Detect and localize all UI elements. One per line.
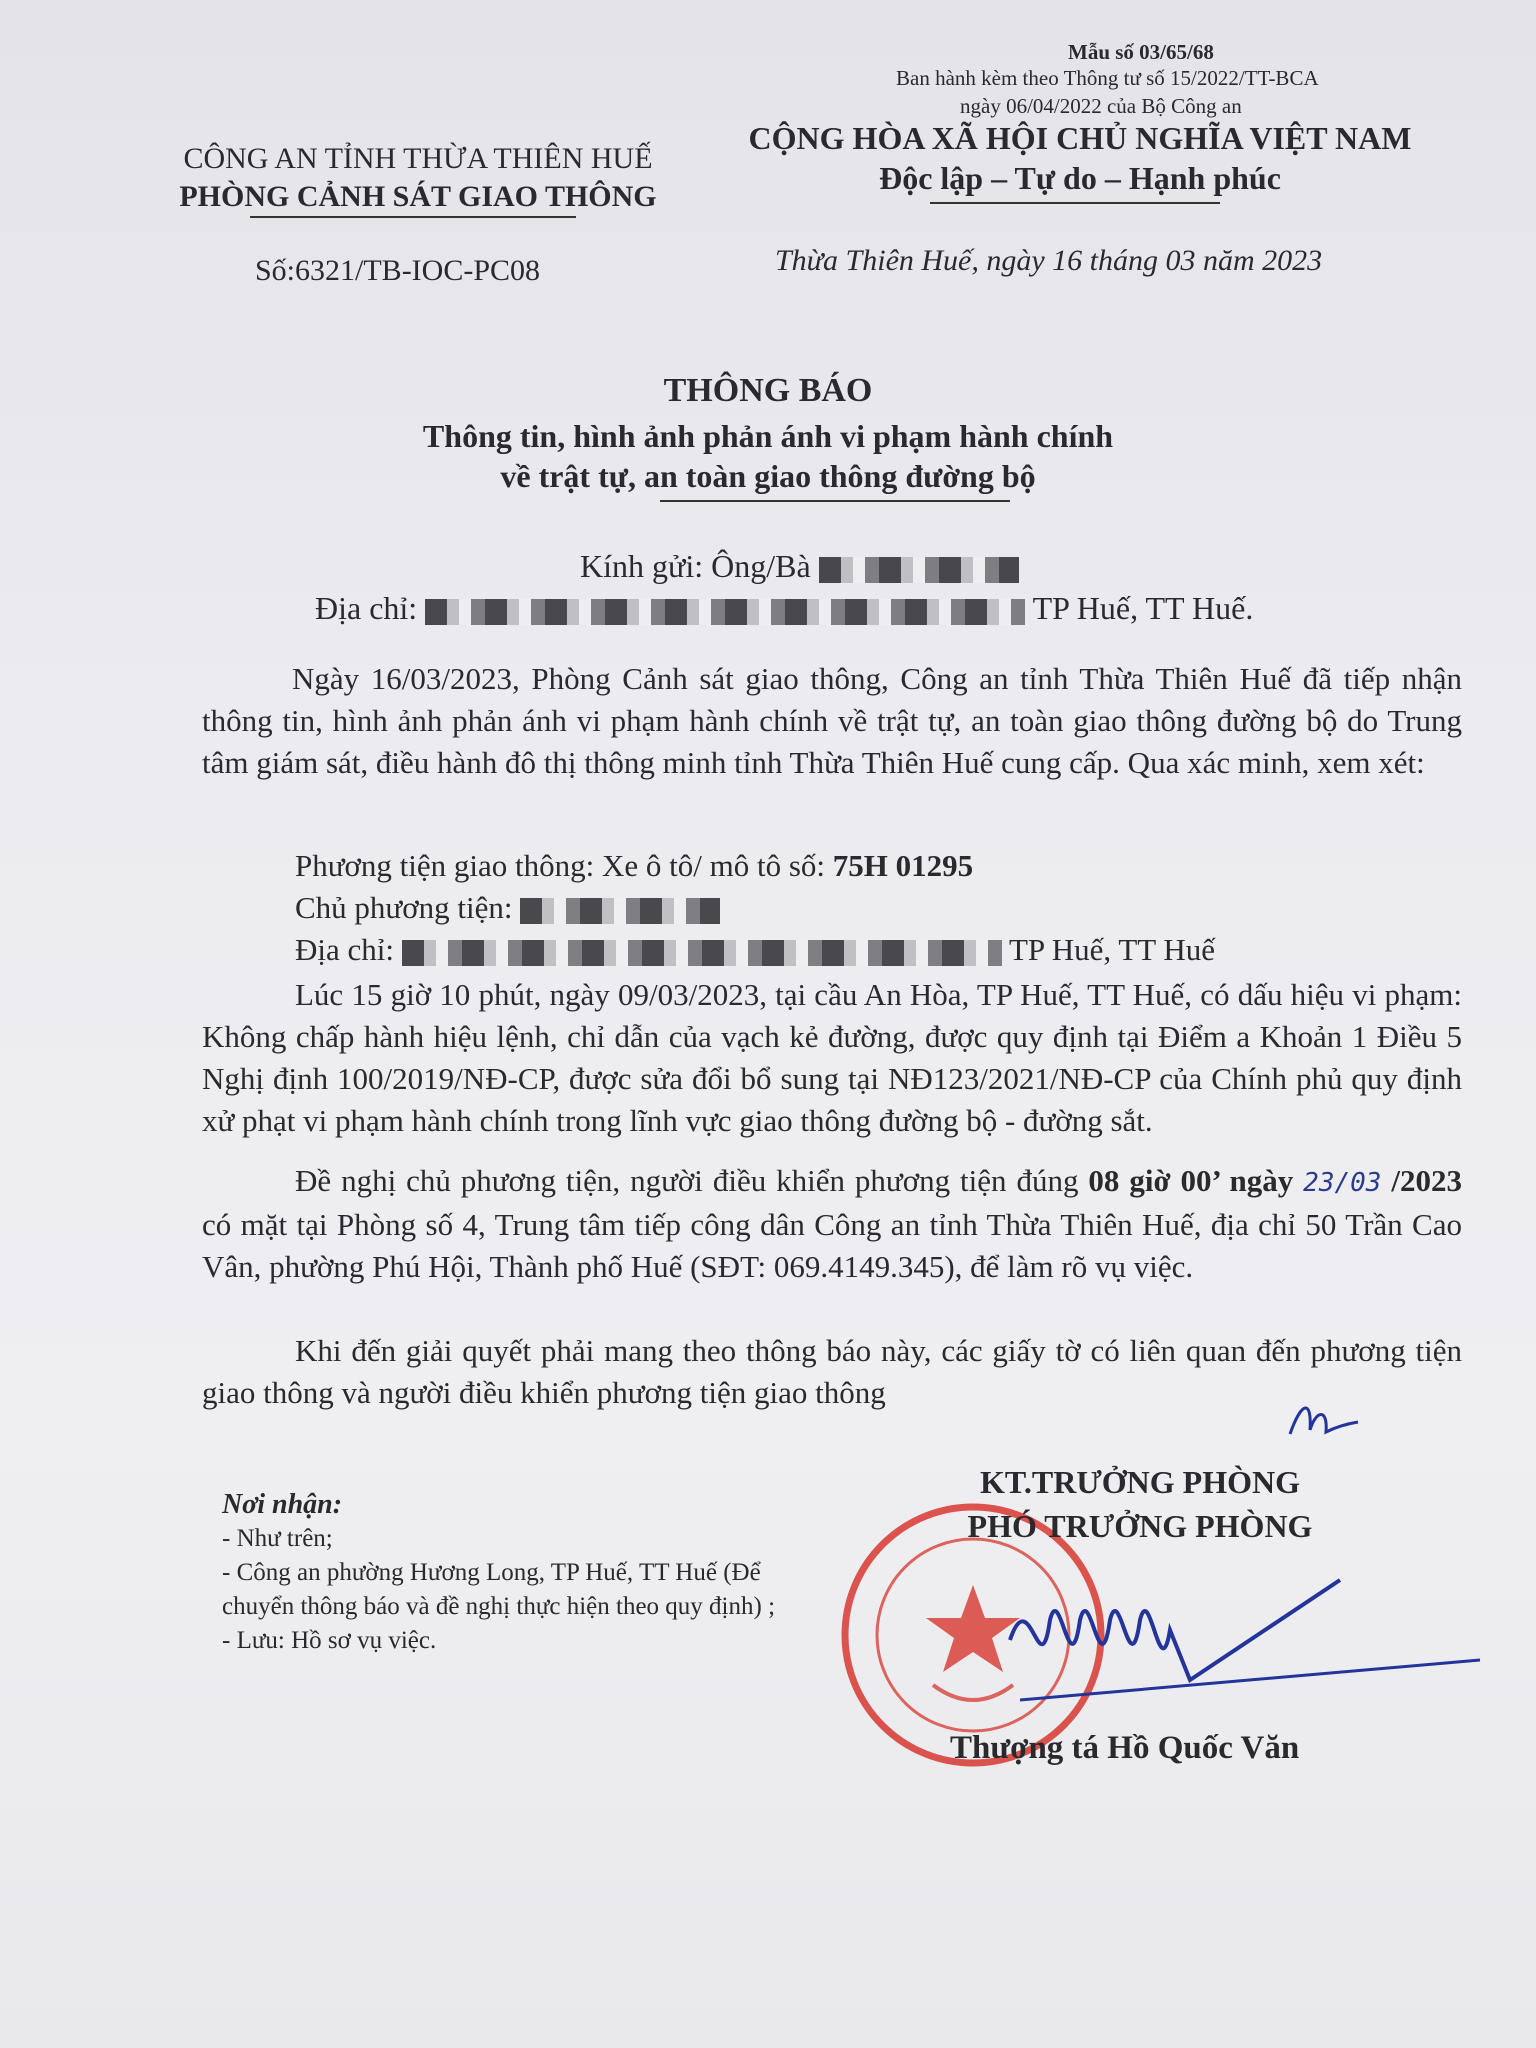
recipients-block: [222, 1488, 822, 1658]
owner-label: Chủ phương tiện:: [295, 890, 513, 925]
paragraph-violation: Lúc 15 giờ 10 phút, ngày 09/03/2023, tại cầu An Hòa, TP Huế, TT Huế, có dấu hiệu vi phạm: Không chấp hành hiệu lệnh, chỉ dẫn của vạch kẻ đường, được quy định tại Điểm a Khoản 1 Điều 5 Nghị định 100/2019/NĐ-CP, được sửa đổi bổ sung tại NĐ123/2021/NĐ-CP của Chính phủ quy định xử phạt vi phạm hành chính trong lĩnh vực giao thông đường bộ - đường sắt.: [202, 977, 1462, 1138]
paragraph-summons: [202, 1160, 1462, 1288]
title-underline: [660, 500, 1010, 502]
owner-line: [295, 890, 720, 926]
nation-motto: Độc lập – Tự do – Hạnh phúc: [879, 160, 1281, 196]
redacted-name: [819, 557, 1019, 583]
signatory-line-2: PHÓ TRƯỞNG PHÒNG: [967, 1508, 1313, 1544]
national-motto: [720, 118, 1440, 198]
redacted-address: [425, 599, 1025, 625]
address-label: Địa chỉ:: [315, 590, 418, 626]
owner-address-label: Địa chỉ:: [295, 932, 394, 967]
nation-name: CỘNG HÒA XÃ HỘI CHỦ NGHĨA VIỆT NAM: [748, 120, 1412, 156]
recipient-item: - Như trên;: [222, 1525, 333, 1552]
summons-time: 08 giờ 00’ ngày: [1088, 1163, 1294, 1198]
subtitle-line-2: về trật tự, an toàn giao thông đường bộ: [500, 458, 1036, 494]
vehicle-line: [295, 848, 973, 884]
recipient-item: - Lưu: Hồ sơ vụ việc.: [222, 1627, 437, 1654]
subtitle-line-1: Thông tin, hình ảnh phản ánh vi phạm hành chính: [422, 418, 1114, 454]
address-suffix: TP Huế, TT Huế.: [1032, 590, 1254, 626]
vehicle-plate: 75H 01295: [832, 848, 974, 883]
initials-mark: [1282, 1390, 1362, 1450]
redacted-owner: [520, 898, 720, 924]
greeting-label: Kính gửi: Ông/Bà: [580, 548, 811, 584]
form-number-text: Mẫu số 03/65/68: [1068, 40, 1214, 64]
signatory-line-1: KT.TRƯỞNG PHÒNG: [980, 1464, 1300, 1500]
summons-text-b: có mặt tại Phòng số 4, Trung tâm tiếp công dân Công an tỉnh Thừa Thiên Huế, địa chỉ 50 Trần Cao Vân, phường Phú Hội, Thành phố Huế (SĐT: 069.4149.345), để làm rõ vụ việc.: [202, 1207, 1462, 1284]
paragraph-requirements: Khi đến giải quyết phải mang theo thông báo này, các giấy tờ có liên quan đến phương tiện giao thông và người điều khiển phương tiện giao thông: [202, 1333, 1462, 1410]
recipients-heading: Nơi nhận:: [222, 1489, 343, 1520]
summons-year: /2023: [1391, 1163, 1463, 1198]
signatory-title: [880, 1460, 1400, 1548]
handwritten-signature: [990, 1560, 1490, 1710]
recipient-item: - Công an phường Hương Long, TP Huế, TT Huế (Để chuyển thông báo và đề nghị thực hiện theo quy định) ;: [222, 1559, 776, 1620]
agency-line-1: CÔNG AN TỈNH THỪA THIÊN HUẾ: [183, 142, 653, 175]
addressee-address: [315, 590, 1253, 627]
addressee-greeting: [580, 548, 1019, 585]
agency-line-2: PHÒNG CẢNH SÁT GIAO THÔNG: [179, 180, 657, 213]
vehicle-label: Phương tiện giao thông: Xe ô tô/ mô tô số:: [295, 848, 826, 883]
document-title: THÔNG BÁO: [663, 372, 873, 409]
owner-address-suffix: TP Huế, TT Huế: [1008, 932, 1216, 967]
issuing-agency: [138, 140, 698, 216]
summons-text-a: Đề nghị chủ phương tiện, người điều khiển phương tiện đúng: [295, 1163, 1089, 1198]
document-date: Thừa Thiên Huế, ngày 16 tháng 03 năm 2023: [775, 244, 1323, 277]
document-subtitle: [0, 416, 1536, 496]
form-reference-line-1: Ban hành kèm theo Thông tư số 15/2022/TT-BCA: [896, 66, 1319, 90]
paragraph-intro: Ngày 16/03/2023, Phòng Cảnh sát giao thông, Công an tỉnh Thừa Thiên Huế đã tiếp nhận thông tin, hình ảnh phản ánh vi phạm hành chính về trật tự, an toàn giao thông đường bộ do Trung tâm giám sát, điều hành đô thị thông minh tỉnh Thừa Thiên Huế cung cấp. Qua xác minh, xem xét:: [202, 661, 1462, 780]
document-number: Số:6321/TB-IOC-PC08: [255, 254, 541, 287]
handwritten-date: 23/03: [1303, 1168, 1382, 1198]
agency-underline: [250, 216, 576, 218]
signer-name: Thượng tá Hồ Quốc Văn: [950, 1730, 1300, 1766]
motto-underline: [930, 202, 1220, 204]
form-reference-line-2: ngày 06/04/2022 của Bộ Công an: [960, 94, 1242, 118]
